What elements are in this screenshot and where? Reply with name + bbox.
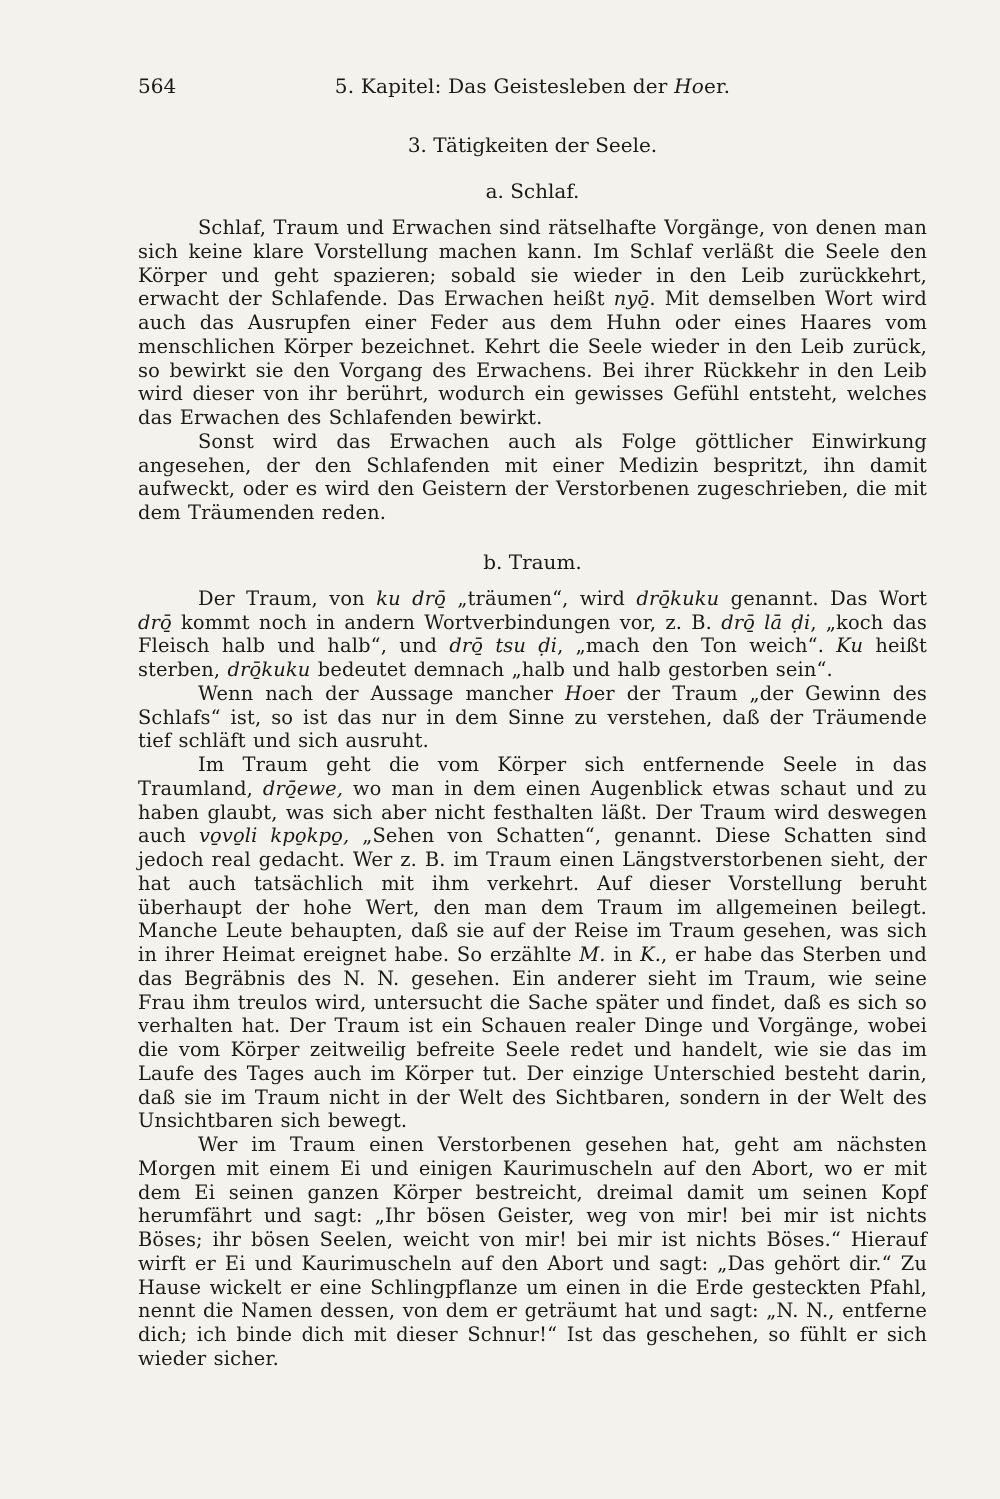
paragraph-traum-3: Im Traum geht die vom Körper sich entfernende Seele in das Traumland, drō̱ewe, wo man in dem einen Augenblick etwas schaut und zu haben glaubt, was sich aber nicht festhalten läßt. Der Traum wird deswegen auch vo̱vo̱li kpo̱kpo̱, „Sehen von Schatten“, genannt. Diese Schatten sind jedoch real gedacht. Wer z. B. im Traum einen Längstverstorbenen sieht, der hat auch tatsächlich mit ihm verkehrt. Auf dieser Vorstellung beruht überhaupt der hohe Wert, den man dem Traum im allgemeinen beilegt. Manche Leute behaupten, daß sie auf der Reise im Traum gesehen, was sich in ihrer Heimat ereignet habe. So erzählte M. in K., er habe das Sterben und das Begräbnis des N. N. gesehen. Ein anderer sieht im Traum, wie seine Frau ihm treulos wird, untersucht die Sache später und findet, daß es sich so verhalten hat. Der Traum ist ein Schauen realer Dinge und Vorgänge, wobei die vom Körper zeitweilig befreite Seele redet und handelt, wie sie das im Laufe des Tages auch im Körper tut. Der einzige Unterschied besteht darin, daß sie im Traum nicht in der Welt des Sichtbaren, sondern in der Welt des Unsichtbaren sich bewegt. — [138, 753, 928, 1133]
paragraph-traum-1: Der Traum, von ku drō̱ „träumen“, wird drō̱kuku genannt. Das Wort drō̱ kommt noch in andern Wortverbindungen vor, z. B. drō̱ lā ḍi, „koch das Fleisch halb und halb“, und drō̱ tsu ḍi, „mach den Ton weich“. Ku heißt sterben, drō̱kuku bedeutet demnach „halb und halb gestorben sein“. — [138, 586, 928, 681]
page-number: 564 — [138, 74, 177, 98]
paragraph-schlaf-1: Schlaf, Traum und Erwachen sind rätselhafte Vorgänge, von denen man sich keine klare Vorstellung machen kann. Im Schlaf verläßt die Seele den Körper und geht spazieren; sobald sie wieder in den Leib zurückkehrt, erwacht der Schlafende. Das Erwachen heißt nyō̱. Mit demselben Wort wird auch das Ausrupfen einer Feder aus dem Huhn oder eines Haares vom menschlichen Körper bezeichnet. Kehrt die Seele wieder in den Leib zurück, so bewirkt sie den Vorgang des Erwachens. Bei ihrer Rückkehr in den Leib wird dieser von ihr berührt, wodurch ein gewisses Gefühl entsteht, welches das Erwachen des Schlafenden bewirkt. — [138, 216, 927, 429]
paragraph-traum-4: Wer im Traum einen Verstorbenen gesehen hat, geht am nächsten Morgen mit einem Ei und einigen Kaurimuscheln auf den Abort, wo er mit dem Ei seinen ganzen Körper bestreicht, dreimal damit um seinen Kopf herumfährt und sagt: „Ihr bösen Geister, weg von mir! bei mir ist nichts Böses; ihr bösen Seelen, weicht von mir! bei mir ist nichts Böses.“ Hierauf wirft er Ei und Kaurimuscheln auf den Abort und sagt: „Das gehört dir.“ Zu Hause wickelt er eine Schlingpflanze um einen in die Erde gesteckten Pfahl, nennt die Namen dessen, von dem er geträumt hat und sagt: „N. N., entferne dich; ich binde dich mit dieser Schnur!“ Ist das geschehen, so fühlt er sich wieder sicher. — [138, 1133, 927, 1370]
paragraph-schlaf-2: Sonst wird das Erwachen auch als Folge göttlicher Einwirkung angesehen, der den Schlafenden mit einer Medizin bespritzt, ihn damit aufweckt, oder es wird den Geistern der Verstorbenen zugeschrieben, die mit dem Träumenden reden. — [138, 429, 927, 524]
page-header — [138, 68, 927, 104]
section-title: 3. Tätigkeiten der Seele. — [407, 133, 658, 157]
paragraph-traum-2: Wenn nach der Aussage mancher Hoer der Traum „der Gewinn des Schlafs“ ist, so ist das nur in dem Sinne zu verstehen, daß der Träumende tief schläft und sich ausruht. — [138, 681, 927, 753]
book-page — [138, 68, 927, 1371]
subsection-title-traum: b. Traum. — [483, 549, 582, 574]
subsection-title-schlaf: a. Schlaf. — [485, 179, 580, 203]
running-head: 5. Kapitel: Das Geistesleben der Hoer. — [334, 74, 731, 98]
